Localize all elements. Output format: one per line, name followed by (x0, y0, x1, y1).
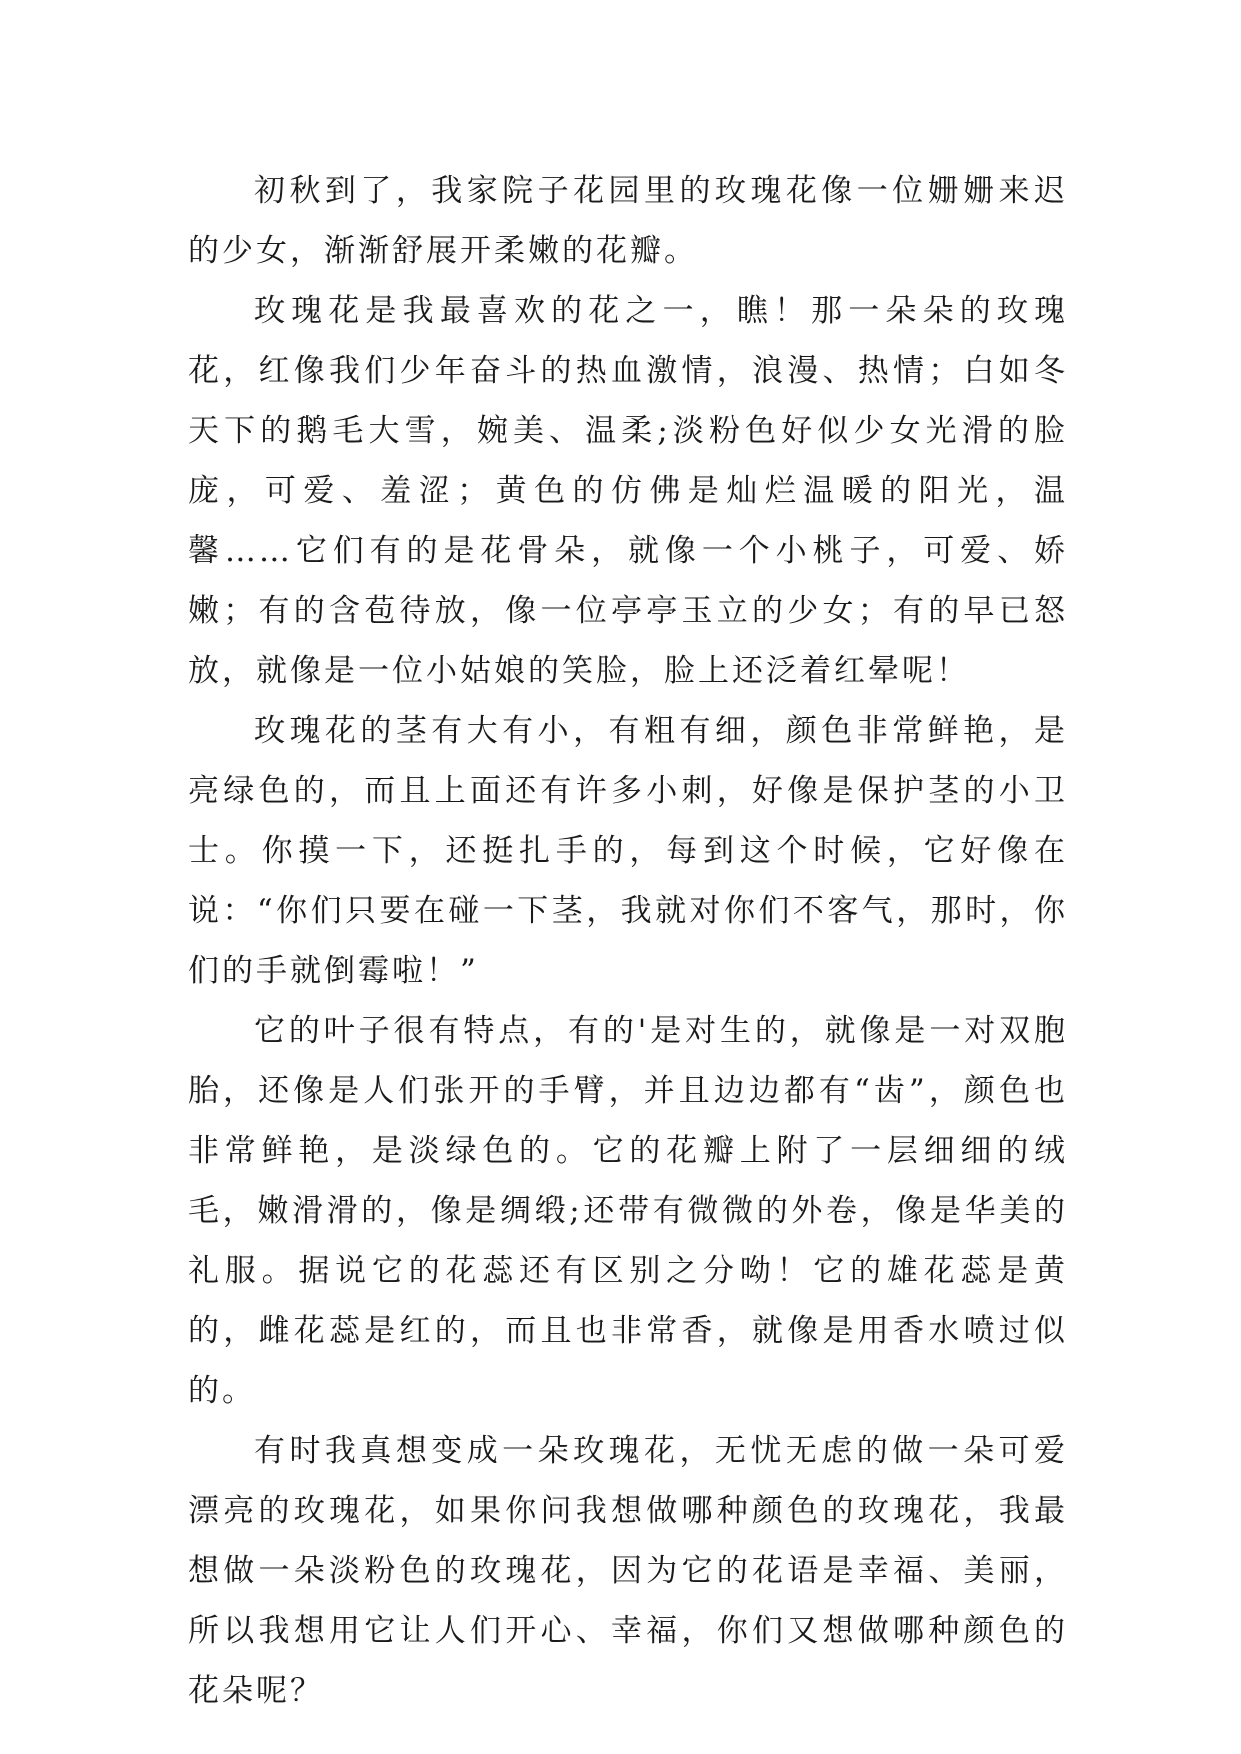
paragraph-1: 初秋到了，我家院子花园里的玫瑰花像一位姗姗来迟的少女，渐渐舒展开柔嫩的花瓣。 (188, 173, 1068, 269)
essay-body (188, 161, 1068, 1721)
paragraph-5: 有时我真想变成一朵玫瑰花，无忧无虑的做一朵可爱漂亮的玫瑰花，如果你问我想做哪种颜色的玫瑰花，我最想做一朵淡粉色的玫瑰花，因为它的花语是幸福、美丽，所以我想用它让人们开心、幸福，你们又想做哪种颜色的花朵呢？ (188, 1433, 1068, 1709)
paragraph-3: 玫瑰花的茎有大有小，有粗有细，颜色非常鲜艳，是亮绿色的，而且上面还有许多小刺，好像是保护茎的小卫士。你摸一下，还挺扎手的，每到这个时候，它好像在说：“你们只要在碰一下茎，我就对你们不客气，那时，你们的手就倒霉啦！” (188, 713, 1068, 989)
paragraph-4: 它的叶子很有特点，有的'是对生的，就像是一对双胞胎，还像是人们张开的手臂，并且边边都有“齿”，颜色也非常鲜艳，是淡绿色的。它的花瓣上附了一层细细的绒毛，嫩滑滑的，像是绸缎;还带有微微的外卷，像是华美的礼服。据说它的花蕊还有区别之分呦！它的雄花蕊是黄的，雌花蕊是红的，而且也非常香，就像是用香水喷过似的。 (188, 1013, 1068, 1409)
paragraph-2: 玫瑰花是我最喜欢的花之一，瞧！那一朵朵的玫瑰花，红像我们少年奋斗的热血激情，浪漫、热情；白如冬天下的鹅毛大雪，婉美、温柔;淡粉色好似少女光滑的脸庞，可爱、羞涩；黄色的仿佛是灿烂温暖的阳光，温馨……它们有的是花骨朵，就像一个小桃子，可爱、娇嫩；有的含苞待放，像一位亭亭玉立的少女；有的早已怒放，就像是一位小姑娘的笑脸，脸上还泛着红晕呢！ (188, 293, 1068, 689)
